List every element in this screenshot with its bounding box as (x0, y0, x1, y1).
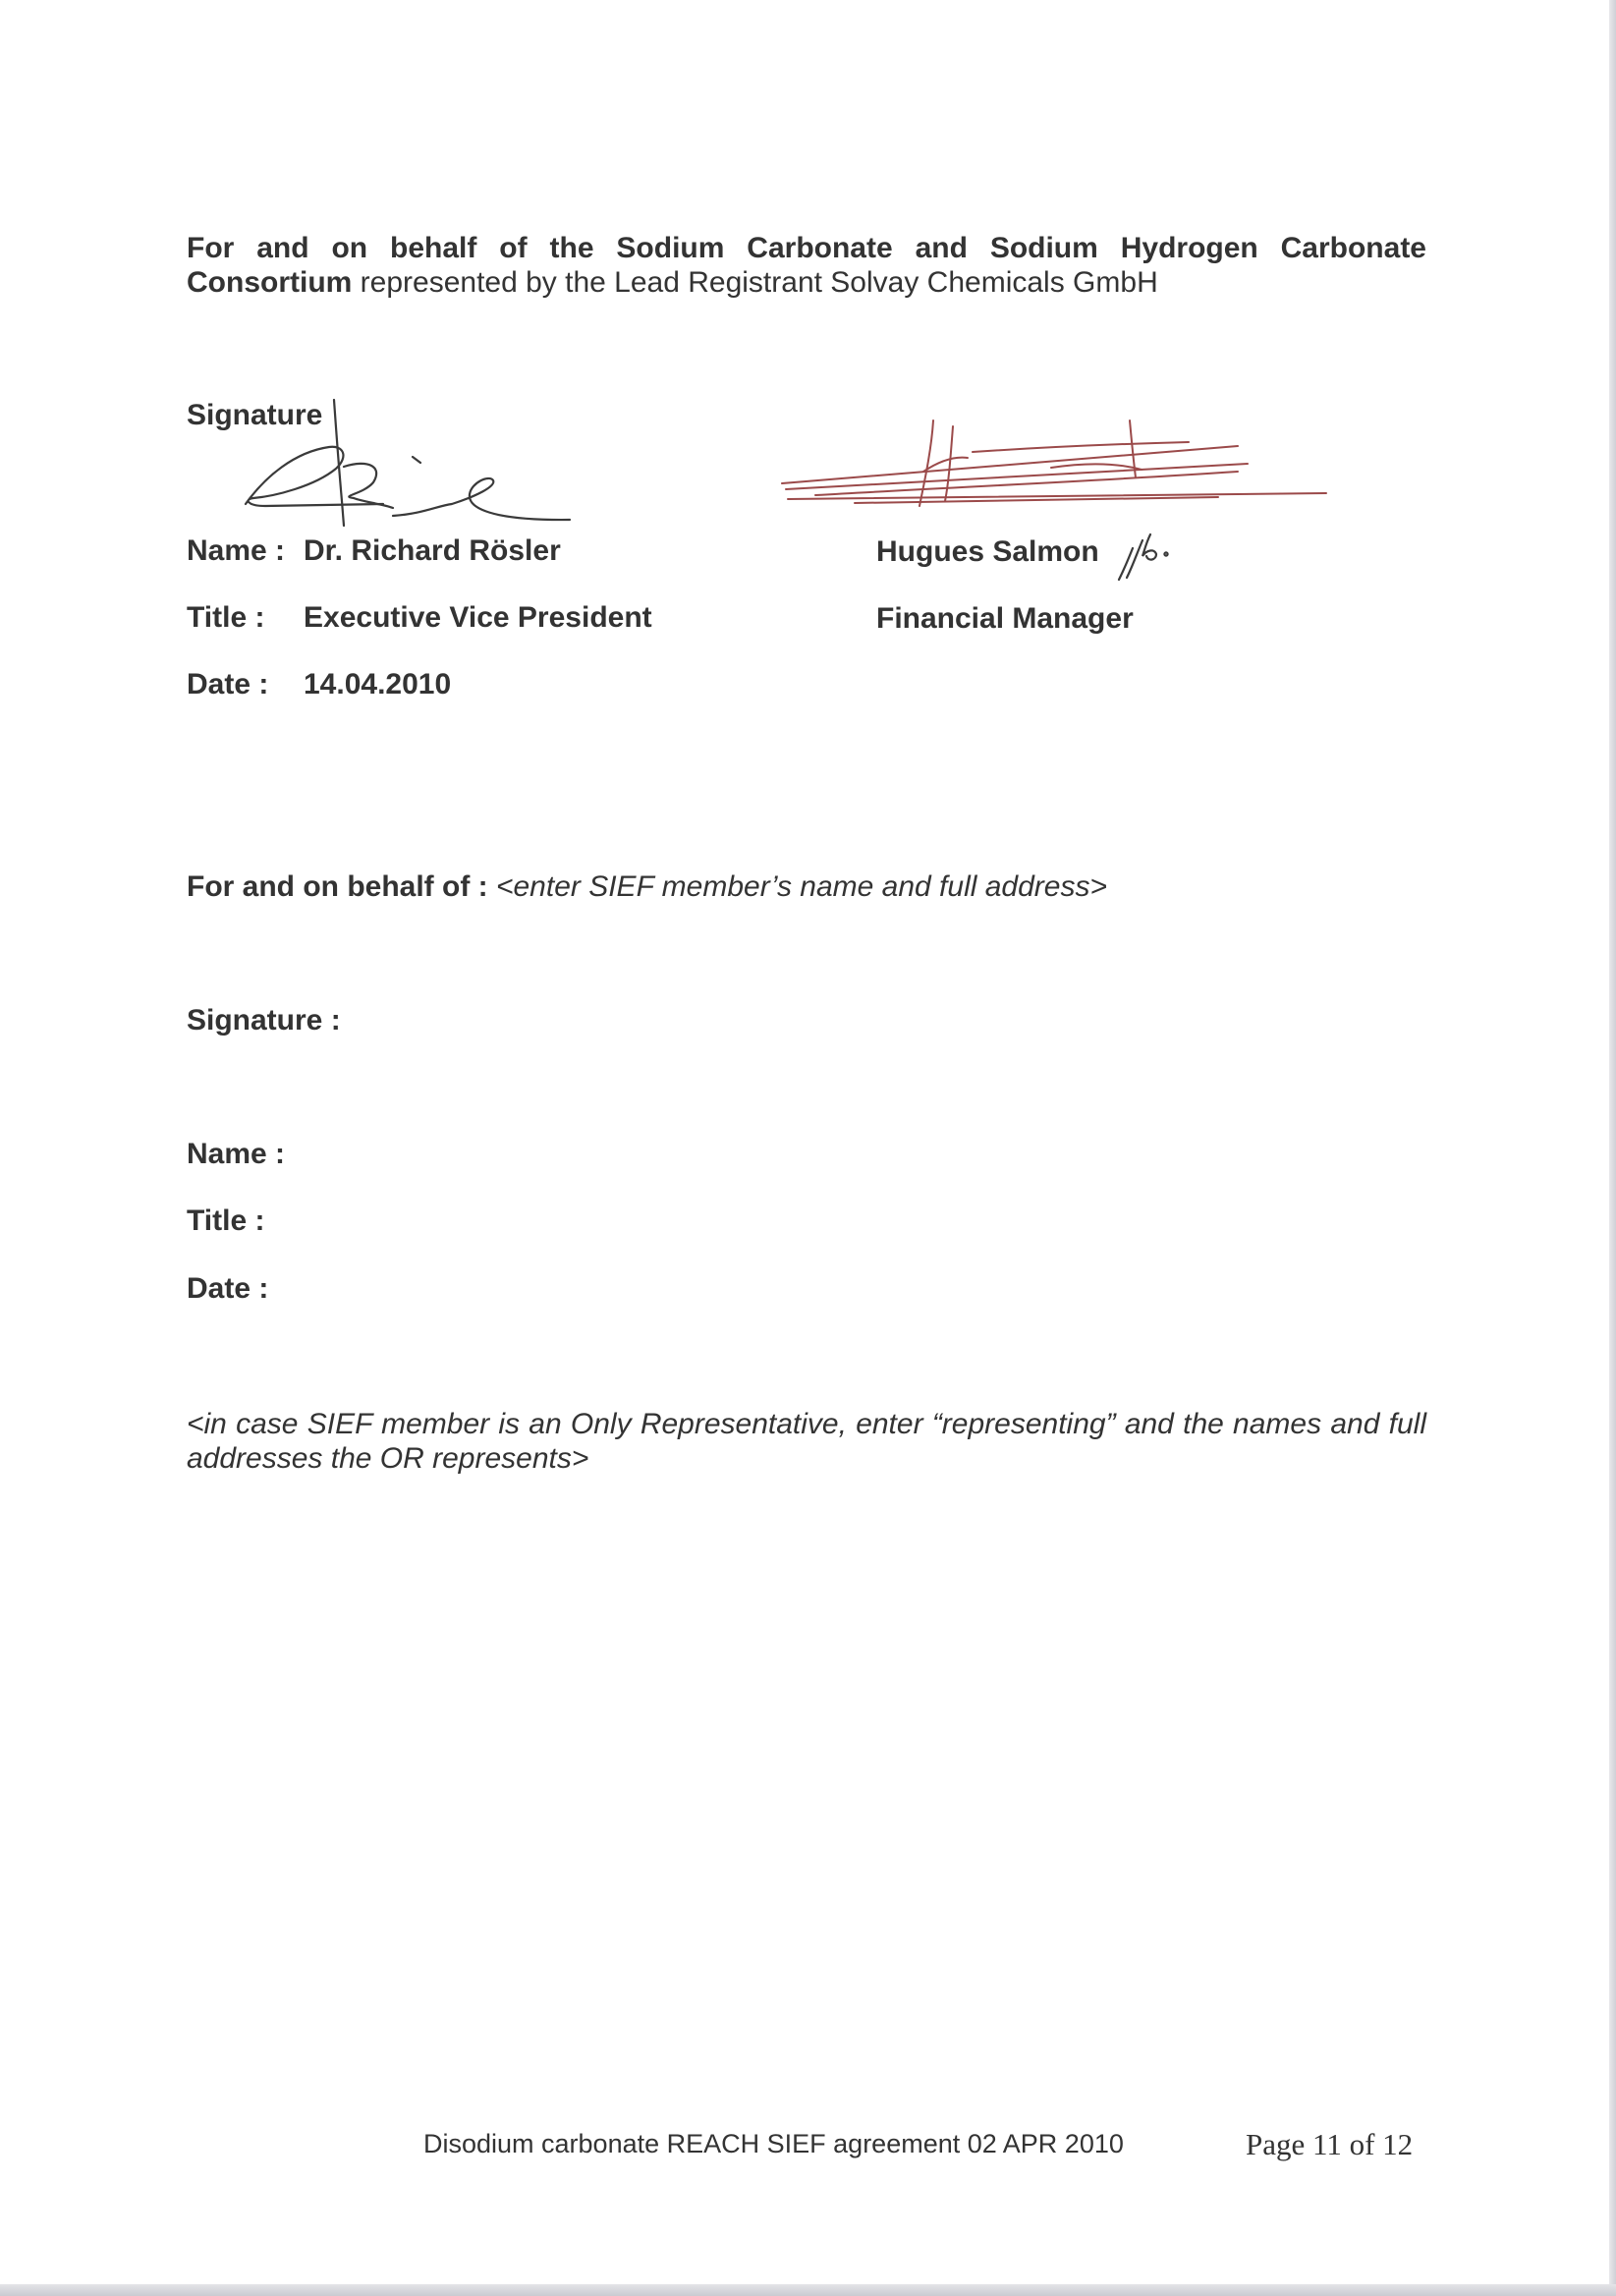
footer-page-number: Page 11 of 12 (1246, 2127, 1414, 2161)
member-date-label: Date : (187, 1272, 269, 1305)
member-signature-label: Signature : (187, 1004, 341, 1036)
signature-richard-rosler (236, 388, 589, 545)
member-heading (187, 869, 1107, 905)
footer-document-title: Disodium carbonate REACH SIEF agreement 02 APR 2010 (423, 2129, 1124, 2158)
scan-edge-right (1609, 0, 1616, 2296)
consortium-heading (187, 231, 1426, 300)
signatory-name-1: Dr. Richard Rösler (304, 534, 561, 567)
scan-edge-bottom (0, 2284, 1616, 2296)
only-representative-note: <in case SIEF member is an Only Representative, enter “representing” and the names and full addresses the OR represents> (187, 1408, 1426, 1475)
initials-mark (1113, 521, 1182, 585)
date-label-1: Date : (187, 668, 269, 700)
signatory-date-1: 14.04.2010 (304, 668, 452, 700)
member-title-label: Title : (187, 1204, 265, 1237)
member-heading-placeholder: <enter SIEF member’s name and full address> (487, 870, 1107, 903)
consortium-heading-rest: represented by the Lead Registrant Solvay Chemicals GmbH (352, 266, 1158, 299)
member-name-label: Name : (187, 1138, 286, 1170)
signature-hugues-salmon (776, 413, 1336, 526)
signatory-title-1: Executive Vice President (304, 601, 652, 634)
signatory-title-2: Financial Manager (876, 602, 1134, 635)
name-label-1: Name : (187, 534, 286, 567)
title-label-1: Title : (187, 601, 265, 634)
consortium-heading-bold: For and on behalf of the Sodium Carbonate and Sodium Hydrogen Carbonate Consortium (187, 232, 1426, 299)
signatory-name-2: Hugues Salmon (876, 535, 1099, 568)
signature-label: Signature (187, 399, 323, 431)
member-heading-label: For and on behalf of : (187, 870, 488, 903)
